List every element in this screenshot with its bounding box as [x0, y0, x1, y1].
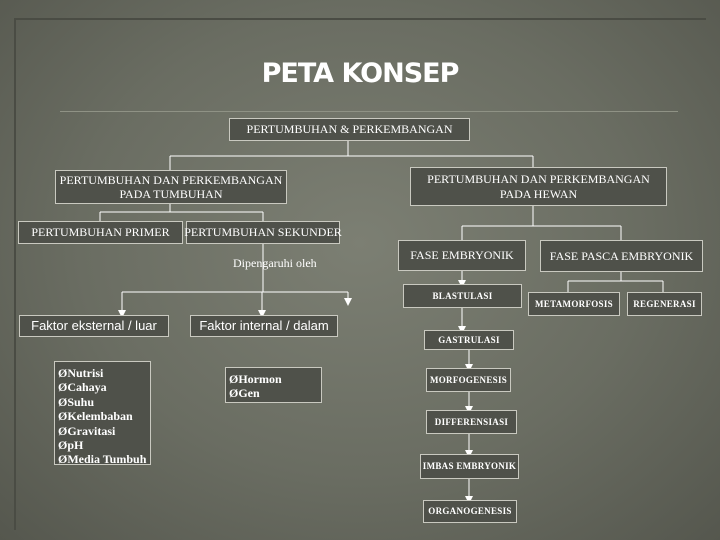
- node-animal: [410, 167, 667, 206]
- list-item: ØNutrisi: [58, 366, 104, 380]
- node-diferensiasi: DIFFERENSIASI: [426, 410, 517, 434]
- label-influenced-by: Dipengaruhi oleh: [233, 256, 317, 270]
- list-item: ØGen: [229, 386, 260, 401]
- node-primary: PERTUMBUHAN PRIMER: [18, 221, 183, 244]
- node-animal-line2: PADA HEWAN: [499, 186, 578, 201]
- node-blastulasi: BLASTULASI: [403, 284, 522, 308]
- list-item: ØHormon: [229, 372, 282, 386]
- connector-animal: [462, 206, 621, 240]
- node-secondary: PERTUMBUHAN SEKUNDER: [186, 221, 340, 244]
- external-factor-list: [54, 361, 151, 465]
- connector-plant: [100, 204, 263, 221]
- node-post-embryonic: FASE PASCA EMBRYONIK: [540, 240, 703, 272]
- list-item: ØKelembaban: [58, 409, 133, 424]
- node-imbas-embryonik: IMBAS EMBRYONIK: [420, 454, 519, 479]
- node-regenerasi: REGENERASI: [627, 292, 702, 316]
- internal-factor-list: [225, 367, 322, 403]
- node-embryonic: FASE EMBRYONIK: [398, 240, 526, 271]
- node-plant-line1: PERTUMBUHAN DAN PERKEMBANGAN: [59, 172, 283, 187]
- connector-root: [170, 141, 533, 170]
- node-gastrulasi: GASTRULASI: [424, 330, 514, 350]
- node-metamorfosis: METAMORFOSIS: [528, 292, 620, 316]
- node-root: PERTUMBUHAN & PERKEMBANGAN: [229, 118, 470, 141]
- page-title: PETA KONSEP: [261, 58, 459, 89]
- list-item: ØMedia Tumbuh: [58, 452, 147, 467]
- connector-post: [568, 272, 663, 292]
- list-item: ØpH: [58, 438, 84, 453]
- list-item: ØSuhu: [58, 394, 95, 409]
- node-plant-line2: PADA TUMBUHAN: [119, 187, 223, 201]
- node-external-factor: Faktor eksternal / luar: [19, 315, 169, 337]
- node-organogenesis: ORGANOGENESIS: [423, 500, 517, 523]
- list-item: ØCahaya: [58, 380, 107, 395]
- list-item: ØGravitasi: [58, 423, 116, 438]
- node-internal-factor: Faktor internal / dalam: [190, 315, 338, 337]
- node-animal-line1: PERTUMBUHAN DAN PERKEMBANGAN: [427, 172, 650, 187]
- node-morfogenesis: MORFOGENESIS: [426, 368, 511, 392]
- node-plant: [55, 170, 287, 204]
